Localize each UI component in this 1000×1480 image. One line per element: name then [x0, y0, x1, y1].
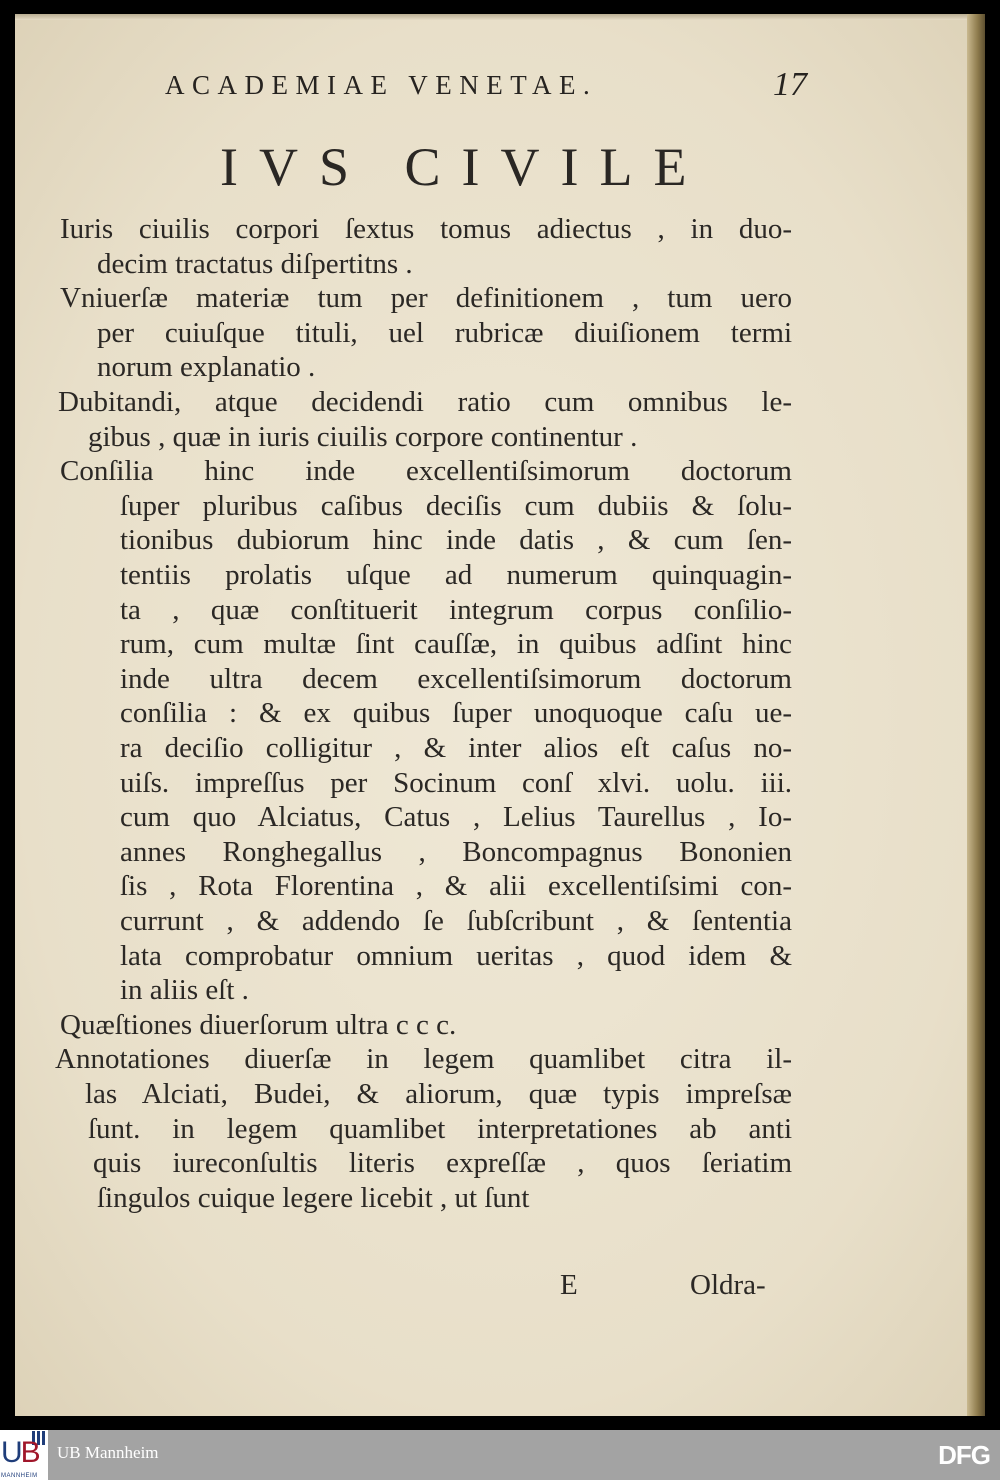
text-line: cum quo Alciatus, Catus , Lelius Taurellus , Io-: [120, 801, 792, 834]
text-line: inde ultra decem excellentiſsimorum doctorum: [120, 662, 792, 695]
text-line: uiſs. impreſſus per Socinum conſ xlvi. uolu. iii.: [120, 766, 792, 799]
text-line: las Alciati, Budei, & aliorum, quæ typis impreſsæ: [85, 1078, 792, 1110]
text-line: per cuiuſque tituli, uel rubricæ diuiſionem termi: [97, 316, 792, 349]
text-line: ta , quæ conſtituerit integrum corpus conſilio-: [120, 593, 792, 626]
text-line: currunt , & addendo ſe ſubſcribunt , & ſententia: [120, 905, 792, 937]
text-line: Dubitandi, atque decidendi ratio cum omnibus le-: [58, 386, 792, 418]
text-line: annes Ronghegallus , Boncompagnus Bononien: [120, 835, 792, 868]
signature-mark: E: [560, 1269, 578, 1301]
text-line: ſingulos cuique legere licebit , ut ſunt: [97, 1181, 530, 1214]
page-top-edge: [15, 14, 985, 20]
text-line: ſis , Rota Florentina , & alii excellentiſsimi con-: [120, 870, 792, 903]
text-line: lata comprobatur omnium ueritas , quod idem &: [120, 939, 792, 972]
text-line: norum explanatio .: [97, 351, 316, 384]
text-line: Iuris ciuilis corpori ſextus tomus adiectus , in duo-: [60, 213, 792, 245]
text-line: Annotationes diuerſæ in legem quamlibet citra il-: [55, 1043, 792, 1076]
text-line: rum, cum multæ ſint cauſſæ, in quibus adſint hinc: [120, 628, 792, 661]
page-gilt-edge: [967, 14, 985, 1416]
text-line: decim tractatus diſpertitns .: [97, 247, 413, 280]
text-line: conſilia : & ex quibus ſuper unoquoque caſu ue-: [120, 697, 792, 730]
text-line: Quæſtiones diuerſorum ultra c c c.: [60, 1008, 457, 1041]
text-line: Conſilia hinc inde excellentiſsimorum doctorum: [60, 455, 792, 488]
text-line: quis iureconſultis literis expreſſæ , quos ſeriatim: [93, 1147, 792, 1180]
page-number: 17: [773, 66, 807, 103]
book-page-scan: [15, 14, 985, 1416]
text-line: tentiis prolatis uſque ad numerum quinquagin-: [120, 559, 792, 591]
viewer-footer: [0, 1430, 1000, 1480]
text-line: tionibus dubiorum hinc inde datis , & cum ſen-: [120, 524, 792, 557]
running-head: ACADEMIAE VENETAE.: [165, 70, 598, 100]
text-line: ra deciſio colligitur , & inter alios eſt caſus no-: [120, 732, 792, 764]
catchword: Oldra-: [690, 1269, 766, 1301]
ub-mannheim-logo[interactable]: UB MANNHEIM: [0, 1430, 48, 1480]
institution-name[interactable]: UB Mannheim: [57, 1443, 159, 1462]
section-title: IVS CIVILE: [220, 137, 708, 197]
text-line: Vniuerſæ materiæ tum per definitionem , tum uero: [60, 282, 792, 315]
text-line: ſuper pluribus caſibus deciſis cum dubiis & ſolu-: [120, 489, 792, 522]
text-line: in aliis eſt .: [120, 974, 249, 1007]
text-line: gibus , quæ in iuris ciuilis corpore continentur .: [88, 420, 638, 453]
dfg-logo[interactable]: DFG: [938, 1440, 990, 1470]
text-line: ſunt. in legem quamlibet interpretationes ab anti: [88, 1112, 792, 1145]
